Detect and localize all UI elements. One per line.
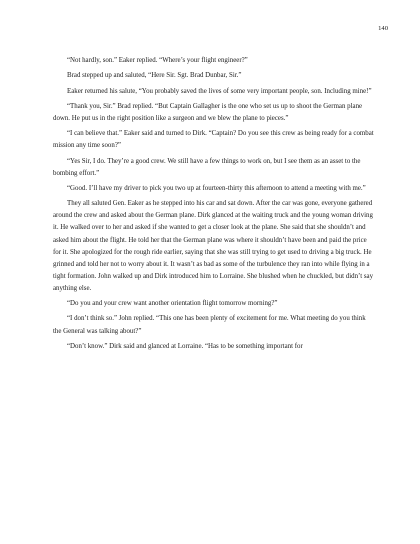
paragraph: “Good. I’ll have my driver to pick you two up at fourteen-thirty this afternoon to attend a meeting with me.”	[67, 184, 366, 192]
paragraph: “Yes Sir, I do. They’re a good crew. We still have a few things to work on, but I see them as an asset to the bombing effort.”	[53, 157, 361, 177]
paragraph: “I don’t think so.” John replied. “This one has been plenty of excitement for me. What meeting do you think the General was talking about?”	[53, 315, 366, 335]
paragraph: “Don’t know.” Dirk said and glanced at Lorraine. “Has to be something important for	[67, 342, 303, 350]
paragraph: “Do you and your crew want another orientation flight tomorrow morning?”	[67, 300, 278, 308]
page-number: 140	[378, 25, 388, 32]
body-text	[53, 55, 375, 356]
paragraph: Eaker returned his salute, “You probably saved the lives of some very important people, son. Including mine!”	[67, 87, 372, 95]
paragraph: “Thank you, Sir.” Brad replied. “But Captain Gallagher is the one who set us up to shoot the German plane down. He put us in the right position like a surgeon and we blew the plane to pieces.”	[53, 102, 363, 122]
paragraph: “Not hardly, son.” Eaker replied. “Where’s your flight engineer?”	[67, 57, 248, 64]
paragraph: “I can believe that.” Eaker said and turned to Dirk. “Captain? Do you see this crew as being ready for a combat mission any time soon?”	[53, 130, 374, 150]
paragraph: Brad stepped up and saluted, “Here Sir. Sgt. Brad Dunbar, Sir.”	[67, 72, 242, 80]
paragraph: They all saluted Gen. Eaker as he stepped into his car and sat down. After the car was gone, everyone gathered around the crew and asked about the German plane. Dirk glanced at the waiting truck and the young woman driving it. He walked over to her and asked if she wanted to get a closer look at the plane. She said that she shouldn’t and asked him about the flight. He told her that the German plane was where it shouldn’t have been and paid the price for it. She apologized for the rough ride earlier, saying that she was still trying to get used to driving a big truck. He grinned and told her not to worry about it. It wasn’t as bad as some of the turbulence they ran into while flying in a tight formation. John walked up and Dirk introduced him to Lorraine. She blushed when he chuckled, but didn’t say anything else.	[53, 200, 374, 292]
